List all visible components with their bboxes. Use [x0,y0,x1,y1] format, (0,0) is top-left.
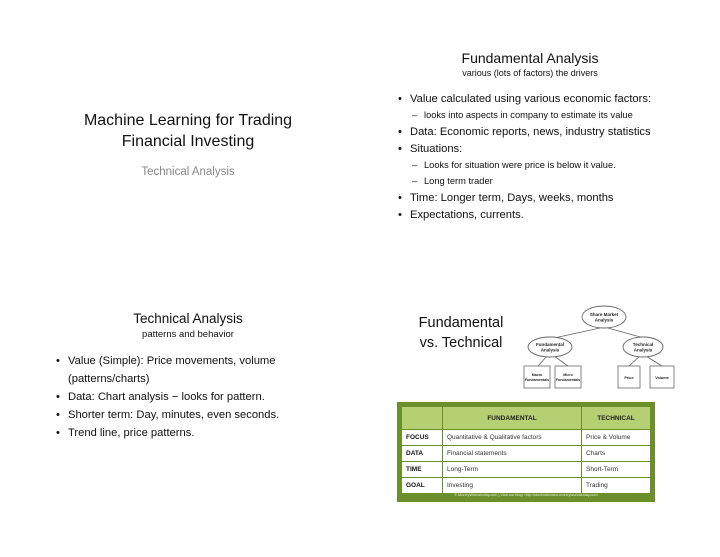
sub-bullet-item: – Looks for situation were price is below it value. [398,158,698,173]
table-row [402,478,651,494]
bullet-item: • Expectations, currents. [398,207,698,223]
volume-leaf-label: Volume [655,376,669,380]
fundamental-node-line2: Analysis [540,347,560,353]
comparison-table-panel [397,402,655,502]
slide2-subtitle: various (lots of factors) the drivers [462,68,598,78]
table-cell: Price & Volume [582,430,651,446]
slide3-subtitle: patterns and behavior [142,329,234,340]
slide4-title-line2: vs. Technical [419,335,503,351]
root-node-line2: Analysis [594,317,614,323]
sub-bullet-item: – looks into aspects in company to estimate its value [398,108,698,123]
table-footer-credit: © MoneyWorkstoday.com | Visit our blog: http://stockinfovideo.moneyworkstoday.com [454,493,598,497]
connector-line [554,328,600,338]
slide4-title [400,313,522,353]
bullet-item: • Situations: [398,141,698,157]
root-node [582,306,626,328]
table-row [402,446,651,462]
table-cell: Long-Term [443,462,582,478]
bullet-item: • Value (Simple): Price movements, volume (patterns/charts) [56,352,336,388]
bullet-item: • Value calculated using various economic factors: [398,91,698,107]
table-cell: Investing [443,478,582,494]
price-leaf-label: Price [624,376,634,380]
connector-line [608,328,644,338]
table-header-cell [402,407,443,430]
slide3-bullet-list [56,352,336,442]
macro-leaf [524,366,550,388]
fundamental-node-line1: Fundamental [535,342,565,347]
analysis-tree-diagram [522,304,702,396]
table-row [402,430,651,446]
connector-line [629,356,640,366]
table-row-header: TIME [402,462,443,478]
connector-line [554,356,568,366]
technical-node [623,337,663,357]
slide2-bullet-list [398,91,698,224]
root-node-line1: Share Market [589,312,619,317]
bullet-item: • Shorter term: Day, minutes, even seconds. [56,406,336,424]
slide4-title-line1: Fundamental [418,315,504,331]
table-row-header: FOCUS [402,430,443,446]
connector-line [646,356,662,366]
macro-leaf-line1: Macro [531,373,543,377]
slide1-title-line2: Financial Investing [121,133,255,150]
bullet-item: • Trend line, price patterns. [56,424,336,442]
volume-leaf [650,366,674,388]
slide1-title-line1: Machine Learning for Trading [83,112,293,129]
table-row-header: GOAL [402,478,443,494]
table-header-row [402,407,651,430]
technical-node-line2: Analysis [633,347,653,353]
connector-line [538,356,547,366]
bullet-item: • Data: Economic reports, news, industry statistics [398,124,698,140]
slide3-title: Technical Analysis [133,311,243,326]
slide1-subtitle: Technical Analysis [141,166,235,178]
fundamental-node [528,337,572,357]
table-header-cell: FUNDAMENTAL [443,407,582,430]
slide2-title: Fundamental Analysis [461,50,599,66]
technical-node-line1: Technical [632,342,654,347]
sub-bullet-item: – Long term trader [398,174,698,189]
table-row [402,462,651,478]
slide1-title [40,110,336,152]
micro-leaf-line2: Fundamentals [555,378,581,382]
table-cell: Short-Term [582,462,651,478]
bullet-item: • Time: Longer term, Days, weeks, months [398,190,698,206]
micro-leaf [555,366,581,388]
table-row-header: DATA [402,446,443,462]
table-cell: Charts [582,446,651,462]
bullet-item: • Data: Chart analysis − looks for pattern. [56,388,336,406]
table-header-cell: TECHNICAL [582,407,651,430]
price-leaf [618,366,640,388]
micro-leaf-line1: Micro [563,373,573,377]
table-cell: Trading [582,478,651,494]
macro-leaf-line2: Fundamentals [524,378,550,382]
table-cell: Financial statements [443,446,582,462]
table-cell: Quantitative & Qualitative factors [443,430,582,446]
comparison-table [401,406,651,494]
